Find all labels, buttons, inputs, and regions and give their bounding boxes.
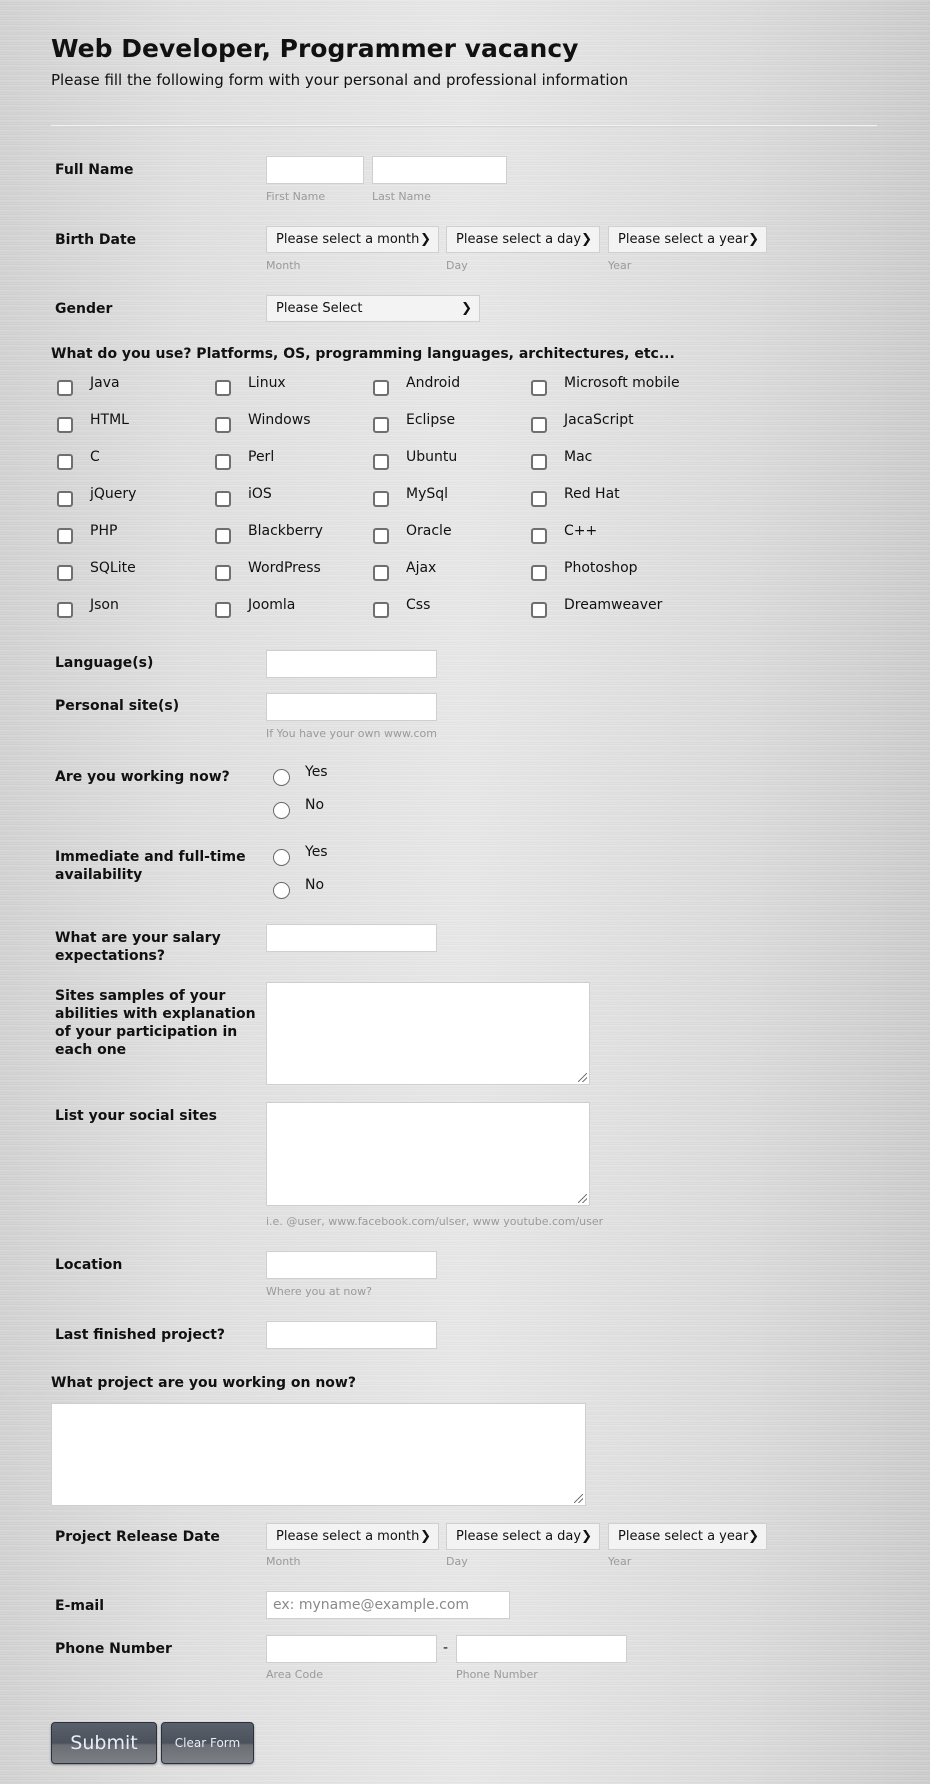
first-name-input[interactable] — [266, 156, 364, 184]
tech-checkbox-label: MySql — [406, 486, 449, 502]
release-month-sublabel: Month — [266, 1555, 301, 1568]
page-subtitle: Please fill the following form with your personal and professional information — [51, 71, 629, 89]
email-label: E-mail — [55, 1598, 105, 1614]
tech-checkbox[interactable] — [215, 602, 231, 618]
tech-checkbox-label: Oracle — [406, 523, 452, 539]
tech-checkbox-label: C++ — [564, 523, 598, 539]
release-year-value: Please select a year — [618, 1529, 749, 1544]
site-samples-label: Sites samples of your abilities with explanation of your participation in each one — [55, 988, 256, 1058]
first-name-sublabel: First Name — [266, 190, 326, 203]
tech-checkbox-label: Windows — [248, 412, 311, 428]
phone-number-input[interactable] — [456, 1635, 627, 1663]
tech-checkbox-label: WordPress — [248, 560, 321, 576]
tech-checkbox-label: C — [90, 449, 100, 465]
social-sites-sublabel: i.e. @user, www.facebook.com/ulser, www youtube.com/user — [266, 1215, 604, 1228]
working-now-no-radio[interactable] — [273, 802, 290, 819]
personal-sites-sublabel: If You have your own www.com — [266, 727, 437, 740]
tech-checkbox[interactable] — [373, 528, 389, 544]
working-now-yes-radio[interactable] — [273, 769, 290, 786]
tech-checkbox-label: Android — [406, 375, 461, 391]
release-day-value: Please select a day — [456, 1529, 582, 1544]
birth-day-select[interactable] — [446, 226, 600, 253]
location-label: Location — [55, 1257, 123, 1273]
tech-checkbox-label: JacaScript — [564, 412, 634, 428]
tech-checkbox[interactable] — [57, 528, 73, 544]
birth-year-select[interactable] — [608, 226, 767, 253]
tech-checkbox[interactable] — [215, 380, 231, 396]
phone-number-sublabel: Phone Number — [456, 1668, 538, 1681]
tech-checkbox[interactable] — [57, 491, 73, 507]
social-sites-textarea[interactable] — [266, 1102, 590, 1206]
chevron-down-icon: ❯ — [581, 1529, 592, 1544]
tech-checkbox[interactable] — [373, 417, 389, 433]
area-code-sublabel: Area Code — [266, 1668, 323, 1681]
tech-checkbox[interactable] — [215, 528, 231, 544]
tech-checkbox-label: Eclipse — [406, 412, 456, 428]
availability-yes-label: Yes — [305, 844, 328, 860]
tech-checkbox-label: Ajax — [406, 560, 437, 576]
tech-checkbox-label: Linux — [248, 375, 286, 391]
tech-checkbox[interactable] — [57, 602, 73, 618]
tech-checkbox[interactable] — [57, 565, 73, 581]
page-title: Web Developer, Programmer vacancy — [51, 34, 579, 63]
current-project-label: What project are you working on now? — [51, 1375, 356, 1391]
tech-checkbox[interactable] — [531, 380, 547, 396]
tech-checkbox[interactable] — [57, 380, 73, 396]
release-month-value: Please select a month — [276, 1529, 420, 1544]
tech-checkbox-label: Microsoft mobile — [564, 375, 680, 391]
gender-value: Please Select — [276, 301, 363, 316]
tech-checkbox-label: Json — [90, 597, 119, 613]
phone-separator: - — [443, 1640, 449, 1656]
submit-button[interactable]: Submit — [51, 1722, 157, 1764]
working-now-no-label: No — [305, 797, 325, 813]
phone-label: Phone Number — [55, 1641, 172, 1657]
resize-grip-icon[interactable] — [578, 1194, 587, 1203]
tech-checkbox[interactable] — [373, 602, 389, 618]
tech-checkbox[interactable] — [531, 491, 547, 507]
last-name-input[interactable] — [372, 156, 507, 184]
chevron-down-icon: ❯ — [581, 232, 592, 247]
tech-checkbox-label: Perl — [248, 449, 275, 465]
availability-no-radio[interactable] — [273, 882, 290, 899]
birth-day-value: Please select a day — [456, 232, 582, 247]
chevron-down-icon: ❯ — [461, 301, 472, 316]
personal-sites-input[interactable] — [266, 693, 437, 721]
tech-checkbox[interactable] — [57, 454, 73, 470]
tech-checkbox[interactable] — [531, 528, 547, 544]
resize-grip-icon[interactable] — [578, 1073, 587, 1082]
resize-grip-icon[interactable] — [574, 1494, 583, 1503]
birth-month-sublabel: Month — [266, 259, 301, 272]
birth-day-sublabel: Day — [446, 259, 468, 272]
release-month-select[interactable] — [266, 1523, 439, 1550]
tech-checkbox[interactable] — [373, 565, 389, 581]
birth-year-sublabel: Year — [608, 259, 632, 272]
release-day-select[interactable] — [446, 1523, 600, 1550]
tech-checkbox-label: Dreamweaver — [564, 597, 663, 613]
tech-checkbox-label: Mac — [564, 449, 593, 465]
personal-sites-label: Personal site(s) — [55, 698, 180, 714]
tech-checkbox-label: HTML — [90, 412, 129, 428]
salary-input[interactable] — [266, 924, 437, 952]
full-name-label: Full Name — [55, 162, 134, 178]
tech-checkbox-label: Blackberry — [248, 523, 323, 539]
chevron-down-icon: ❯ — [420, 1529, 431, 1544]
tech-checkbox-label: Css — [406, 597, 431, 613]
chevron-down-icon: ❯ — [420, 232, 431, 247]
tech-checkbox[interactable] — [215, 454, 231, 470]
languages-input[interactable] — [266, 650, 437, 678]
release-year-select[interactable] — [608, 1523, 767, 1550]
site-samples-textarea[interactable] — [266, 982, 590, 1085]
social-sites-label: List your social sites — [55, 1108, 217, 1124]
languages-label: Language(s) — [55, 655, 154, 671]
tech-checkbox-label: Java — [90, 375, 120, 391]
tech-checkbox-label: PHP — [90, 523, 118, 539]
area-code-input[interactable] — [266, 1635, 437, 1663]
availability-yes-radio[interactable] — [273, 849, 290, 866]
gender-label: Gender — [55, 301, 113, 317]
tech-checkbox[interactable] — [215, 565, 231, 581]
tech-checkbox[interactable] — [531, 417, 547, 433]
tech-checkbox[interactable] — [373, 380, 389, 396]
location-input[interactable] — [266, 1251, 437, 1279]
birth-month-select[interactable] — [266, 226, 439, 253]
salary-label: What are your salary expectations? — [55, 930, 221, 964]
current-project-textarea[interactable] — [51, 1403, 586, 1506]
release-year-sublabel: Year — [608, 1555, 632, 1568]
header-divider — [51, 125, 877, 127]
location-sublabel: Where you at now? — [266, 1285, 372, 1298]
release-date-label: Project Release Date — [55, 1529, 220, 1545]
tech-checkbox[interactable] — [215, 417, 231, 433]
availability-no-label: No — [305, 877, 325, 893]
gender-select[interactable] — [266, 295, 480, 322]
birth-date-label: Birth Date — [55, 232, 137, 248]
birth-year-value: Please select a year — [618, 232, 749, 247]
tech-checkbox[interactable] — [373, 454, 389, 470]
tech-checkbox-label: Ubuntu — [406, 449, 458, 465]
tech-checkbox[interactable] — [531, 565, 547, 581]
chevron-down-icon: ❯ — [748, 1529, 759, 1544]
last-project-input[interactable] — [266, 1321, 437, 1349]
availability-label: Immediate and full-time availability — [55, 849, 246, 883]
tech-checkbox-label: SQLite — [90, 560, 136, 576]
clear-form-button[interactable]: Clear Form — [161, 1722, 254, 1764]
email-input[interactable] — [266, 1591, 510, 1619]
tech-checkbox[interactable] — [373, 491, 389, 507]
tech-checkbox-label: Photoshop — [564, 560, 638, 576]
tech-question-label: What do you use? Platforms, OS, programming languages, architectures, etc... — [51, 346, 675, 362]
birth-month-value: Please select a month — [276, 232, 420, 247]
last-name-sublabel: Last Name — [372, 190, 431, 203]
working-now-yes-label: Yes — [305, 764, 328, 780]
tech-checkbox-label: Red Hat — [564, 486, 620, 502]
tech-checkbox[interactable] — [57, 417, 73, 433]
chevron-down-icon: ❯ — [748, 232, 759, 247]
tech-checkbox-label: Joomla — [248, 597, 296, 613]
working-now-label: Are you working now? — [55, 769, 230, 785]
last-project-label: Last finished project? — [55, 1327, 226, 1343]
release-day-sublabel: Day — [446, 1555, 468, 1568]
tech-checkbox[interactable] — [215, 491, 231, 507]
tech-checkbox-label: iOS — [248, 486, 272, 502]
tech-checkbox[interactable] — [531, 454, 547, 470]
tech-checkbox[interactable] — [531, 602, 547, 618]
tech-checkbox-label: jQuery — [90, 486, 137, 502]
